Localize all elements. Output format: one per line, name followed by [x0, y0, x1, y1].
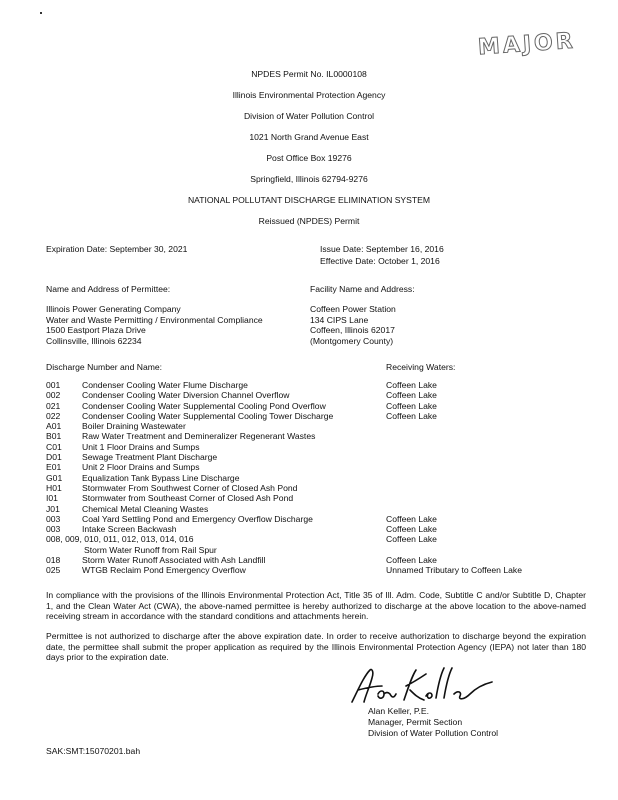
- agency-name: Illinois Environmental Protection Agency: [232, 90, 386, 100]
- discharge-row: [46, 555, 576, 565]
- outfall-name: Sewage Treatment Plant Discharge: [82, 452, 218, 463]
- compliance-paragraph: In compliance with the provisions of the Illinois Environmental Protection Act, Title 35 of Ill. Adm. Code, Subtitle C and/or Subtitle D, Chapter 1, and the Clean Water Act (CWA), the above-named permittee is hereby authorized to discharge at the above location to the above-named receiving stream in accordance with the standard conditions and attachments herein.: [46, 590, 586, 622]
- receiving-water: Coffeen Lake: [386, 513, 437, 524]
- outfall-name: Chemical Metal Cleaning Wastes: [82, 503, 209, 514]
- agency-po-box: Post Office Box 19276: [266, 153, 352, 163]
- facility-block: [310, 284, 415, 346]
- expiration-date: Expiration Date: September 30, 2021: [46, 244, 188, 254]
- permittee-block: [46, 284, 263, 346]
- permittee-line: Illinois Power Generating Company: [46, 304, 181, 315]
- receiving-water: Coffeen Lake: [386, 390, 437, 401]
- outfall-name: Storm Water Runoff from Rail Spur: [84, 544, 217, 555]
- outfall-name: WTGB Reclaim Pond Emergency Overflow: [82, 565, 246, 576]
- permittee-line: Collinsville, Illinois 62234: [46, 335, 142, 346]
- permittee-line: Water and Waste Permitting / Environmental Compliance: [46, 314, 263, 325]
- permittee-heading: Name and Address of Permittee:: [46, 284, 171, 294]
- outfall-name: Condenser Cooling Water Diversion Channel Overflow: [82, 390, 290, 401]
- receiving-water: Coffeen Lake: [386, 410, 437, 421]
- discharge-row: [46, 565, 576, 575]
- outfall-name: Raw Water Treatment and Demineralizer Regenerant Wastes: [82, 431, 316, 442]
- outfall-name: Equalization Tank Bypass Line Discharge: [82, 472, 240, 483]
- outfall-code: A01: [46, 421, 62, 432]
- facility-heading: Facility Name and Address:: [310, 284, 415, 294]
- outfall-code: 021: [46, 400, 61, 411]
- discharge-row: [46, 442, 576, 452]
- signer-division: Division of Water Pollution Control: [368, 728, 499, 738]
- outfall-code: D01: [46, 452, 62, 463]
- discharge-heading: Discharge Number and Name:: [46, 362, 163, 372]
- outfall-code: I01: [46, 493, 58, 504]
- receiving-waters-heading: Receiving Waters:: [386, 362, 456, 372]
- signer-title: Manager, Permit Section: [368, 717, 463, 727]
- speck: [40, 12, 42, 14]
- authorization-paragraph: Permittee is not authorized to discharge after the above expiration date. In order to receive authorization to discharge beyond the expiration date, the permittee shall submit the proper application as required by the Illinois Environmental Protection Agency (IEPA) not later than 180 days prior to the expiration date.: [46, 631, 586, 663]
- outfall-code: 002: [46, 390, 61, 401]
- discharge-row: [46, 483, 576, 493]
- discharge-row: [46, 411, 576, 421]
- outfall-name: Condenser Cooling Water Supplemental Cooling Tower Discharge: [82, 410, 334, 421]
- discharge-row: [46, 431, 576, 441]
- outfall-name: Condenser Cooling Water Supplemental Cooling Pond Overflow: [82, 400, 326, 411]
- outfall-code: 018: [46, 555, 61, 566]
- signature-image: [344, 664, 494, 710]
- outfall-name: Boiler Draining Wastewater: [82, 421, 186, 432]
- discharge-row: [46, 462, 576, 472]
- discharge-row: [46, 380, 576, 390]
- outfall-code: 008, 009, 010, 011, 012, 013, 014, 016: [46, 534, 194, 545]
- outfall-code: 025: [46, 565, 61, 576]
- agency-street: 1021 North Grand Avenue East: [249, 132, 369, 142]
- effective-date: Effective Date: October 1, 2016: [320, 256, 440, 266]
- permit-type: Reissued (NPDES) Permit: [258, 216, 360, 226]
- outfall-code: 003: [46, 513, 61, 524]
- outfall-name: Coal Yard Settling Pond and Emergency Overflow Discharge: [82, 513, 313, 524]
- facility-line: Coffeen, Illinois 62017: [310, 325, 395, 336]
- discharge-row: [46, 545, 576, 555]
- issue-date: Issue Date: September 16, 2016: [320, 244, 444, 254]
- outfall-code: 022: [46, 410, 61, 421]
- receiving-water: Coffeen Lake: [386, 400, 437, 411]
- discharge-row: [46, 401, 576, 411]
- outfall-code: J01: [46, 503, 60, 514]
- facility-line: Coffeen Power Station: [310, 304, 396, 315]
- reference-code: SAK:SMT:15070201.bah: [46, 746, 141, 756]
- system-title: NATIONAL POLLUTANT DISCHARGE ELIMINATION SYSTEM: [187, 195, 431, 205]
- outfall-name: Condenser Cooling Water Flume Discharge: [82, 380, 248, 390]
- outfall-code: C01: [46, 441, 62, 452]
- discharge-row: [46, 493, 576, 503]
- discharge-row: [46, 514, 576, 524]
- discharge-row: [46, 390, 576, 400]
- outfall-name: Unit 2 Floor Drains and Sumps: [82, 462, 200, 473]
- outfall-code: H01: [46, 482, 62, 493]
- discharge-list: [46, 380, 576, 576]
- discharge-row: [46, 524, 576, 534]
- discharge-row: [46, 473, 576, 483]
- permittee-line: 1500 Eastport Plaza Drive: [46, 325, 146, 336]
- outfall-name: Stormwater from Southeast Corner of Closed Ash Pond: [82, 493, 294, 504]
- outfall-name: Intake Screen Backwash: [82, 524, 177, 535]
- receiving-water: Unnamed Tributary to Coffeen Lake: [386, 565, 522, 576]
- receiving-water: Coffeen Lake: [386, 534, 437, 545]
- facility-line: (Montgomery County): [310, 335, 394, 346]
- facility-line: 134 CIPS Lane: [310, 314, 369, 325]
- receiving-water: Coffeen Lake: [386, 555, 437, 566]
- outfall-code: B01: [46, 431, 62, 442]
- outfall-name: Storm Water Runoff Associated with Ash Landfill: [82, 555, 266, 566]
- discharge-row: [46, 452, 576, 462]
- outfall-name: Stormwater From Southwest Corner of Closed Ash Pond: [82, 482, 298, 493]
- discharge-row: [46, 534, 576, 544]
- major-stamp: MAJOR: [477, 28, 577, 61]
- outfall-code: 003: [46, 524, 61, 535]
- division-name: Division of Water Pollution Control: [243, 111, 375, 121]
- outfall-code: 001: [46, 380, 61, 390]
- signer-name: Alan Keller, P.E.: [368, 706, 429, 716]
- receiving-water: Coffeen Lake: [386, 524, 437, 535]
- agency-city: Springfield, Illinois 62794-9276: [250, 174, 368, 184]
- discharge-row: [46, 504, 576, 514]
- outfall-code: E01: [46, 462, 62, 473]
- discharge-row: [46, 421, 576, 431]
- outfall-code: G01: [46, 472, 63, 483]
- permit-number: NPDES Permit No. IL0000108: [251, 69, 367, 79]
- receiving-water: Coffeen Lake: [386, 380, 437, 390]
- outfall-name: Unit 1 Floor Drains and Sumps: [82, 441, 200, 452]
